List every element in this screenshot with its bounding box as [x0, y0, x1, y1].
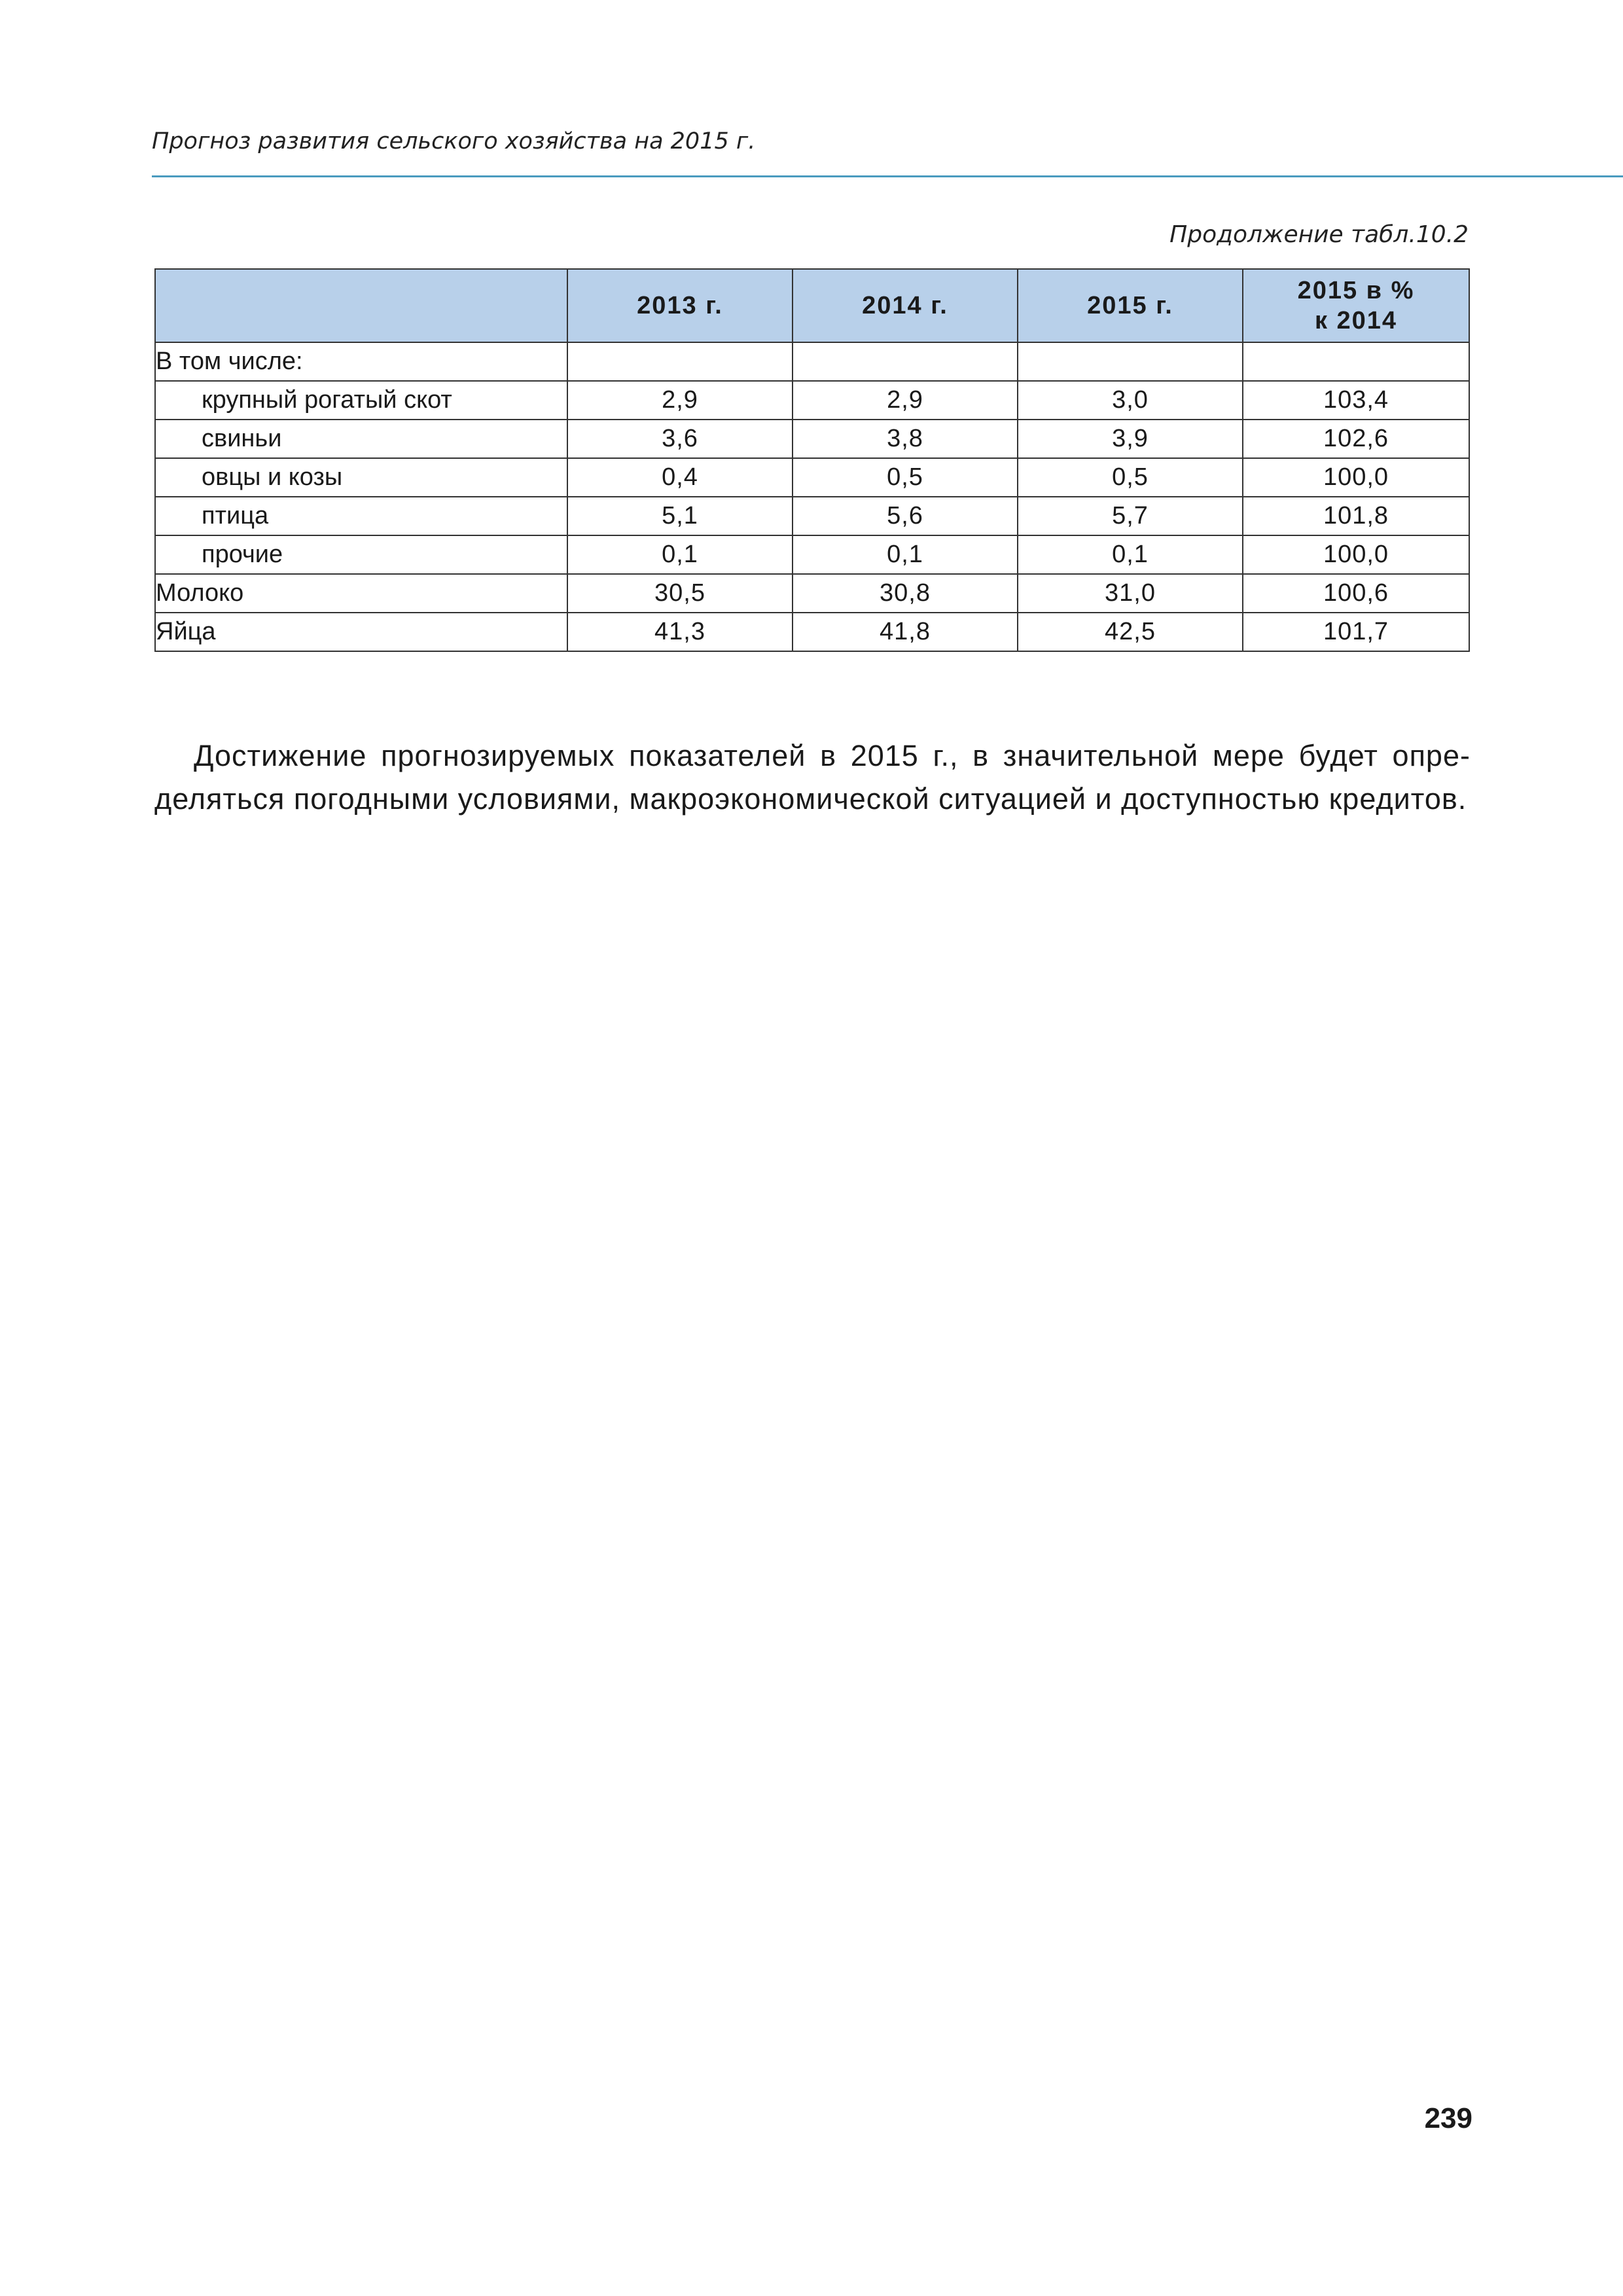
row-value-col-2: 0,5 [793, 458, 1018, 497]
row-value-col-2: 3,8 [793, 420, 1018, 458]
page-number: 239 [1424, 2102, 1472, 2134]
row-label: Яйца [155, 613, 567, 651]
row-value-col-4: 102,6 [1243, 420, 1469, 458]
row-label: Молоко [155, 574, 567, 613]
table-row [155, 342, 1469, 381]
row-value-col-3: 31,0 [1018, 574, 1243, 613]
row-value-col-2 [793, 342, 1018, 381]
table-row [155, 458, 1469, 497]
row-value-col-4: 103,4 [1243, 381, 1469, 420]
table-row [155, 381, 1469, 420]
header-cell-label [155, 269, 567, 342]
row-value-col-3: 3,0 [1018, 381, 1243, 420]
table-row [155, 420, 1469, 458]
row-value-col-3 [1018, 342, 1243, 381]
header-cell-col-4: 2015 в % к 2014 [1243, 269, 1469, 342]
row-value-col-1: 0,1 [567, 535, 793, 574]
row-label: прочие [155, 535, 567, 574]
table-row [155, 497, 1469, 535]
table-caption: Продолжение табл.10.2 [1169, 221, 1469, 248]
row-value-col-3: 0,5 [1018, 458, 1243, 497]
row-value-col-4: 101,8 [1243, 497, 1469, 535]
row-value-col-2: 0,1 [793, 535, 1018, 574]
row-value-col-2: 30,8 [793, 574, 1018, 613]
row-label: птица [155, 497, 567, 535]
row-value-col-4 [1243, 342, 1469, 381]
header-cell-col-1: 2013 г. [567, 269, 793, 342]
row-value-col-4: 100,0 [1243, 535, 1469, 574]
row-value-col-2: 41,8 [793, 613, 1018, 651]
row-value-col-4: 100,6 [1243, 574, 1469, 613]
table-row [155, 613, 1469, 651]
row-value-col-1: 30,5 [567, 574, 793, 613]
running-header: Прогноз развития сельского хозяйства на 2015 г. [152, 128, 756, 154]
header-cell-col-3: 2015 г. [1018, 269, 1243, 342]
row-label: овцы и козы [155, 458, 567, 497]
row-value-col-1: 5,1 [567, 497, 793, 535]
row-value-col-1: 41,3 [567, 613, 793, 651]
row-value-col-1: 2,9 [567, 381, 793, 420]
row-value-col-3: 3,9 [1018, 420, 1243, 458]
row-value-col-4: 100,0 [1243, 458, 1469, 497]
row-value-col-2: 5,6 [793, 497, 1018, 535]
row-value-col-3: 42,5 [1018, 613, 1243, 651]
row-value-col-2: 2,9 [793, 381, 1018, 420]
row-value-col-1: 0,4 [567, 458, 793, 497]
body-paragraph: Достижение прогнозируемых показателей в 2015 г., в значительной мере будет определяться погодными условиями, макроэкономической ситуацией и доступностью кредитов. [154, 739, 1470, 816]
table-body [155, 342, 1469, 651]
table-header-row [155, 269, 1469, 342]
table-row [155, 574, 1469, 613]
row-label: крупный рогатый скот [155, 381, 567, 420]
header-cell-col-2: 2014 г. [793, 269, 1018, 342]
header-divider [152, 175, 1623, 177]
row-value-col-1 [567, 342, 793, 381]
row-value-col-3: 5,7 [1018, 497, 1243, 535]
row-label: свиньи [155, 420, 567, 458]
row-label: В том числе: [155, 342, 567, 381]
row-value-col-3: 0,1 [1018, 535, 1243, 574]
row-value-col-1: 3,6 [567, 420, 793, 458]
data-table [154, 268, 1470, 652]
row-value-col-4: 101,7 [1243, 613, 1469, 651]
table-row [155, 535, 1469, 574]
